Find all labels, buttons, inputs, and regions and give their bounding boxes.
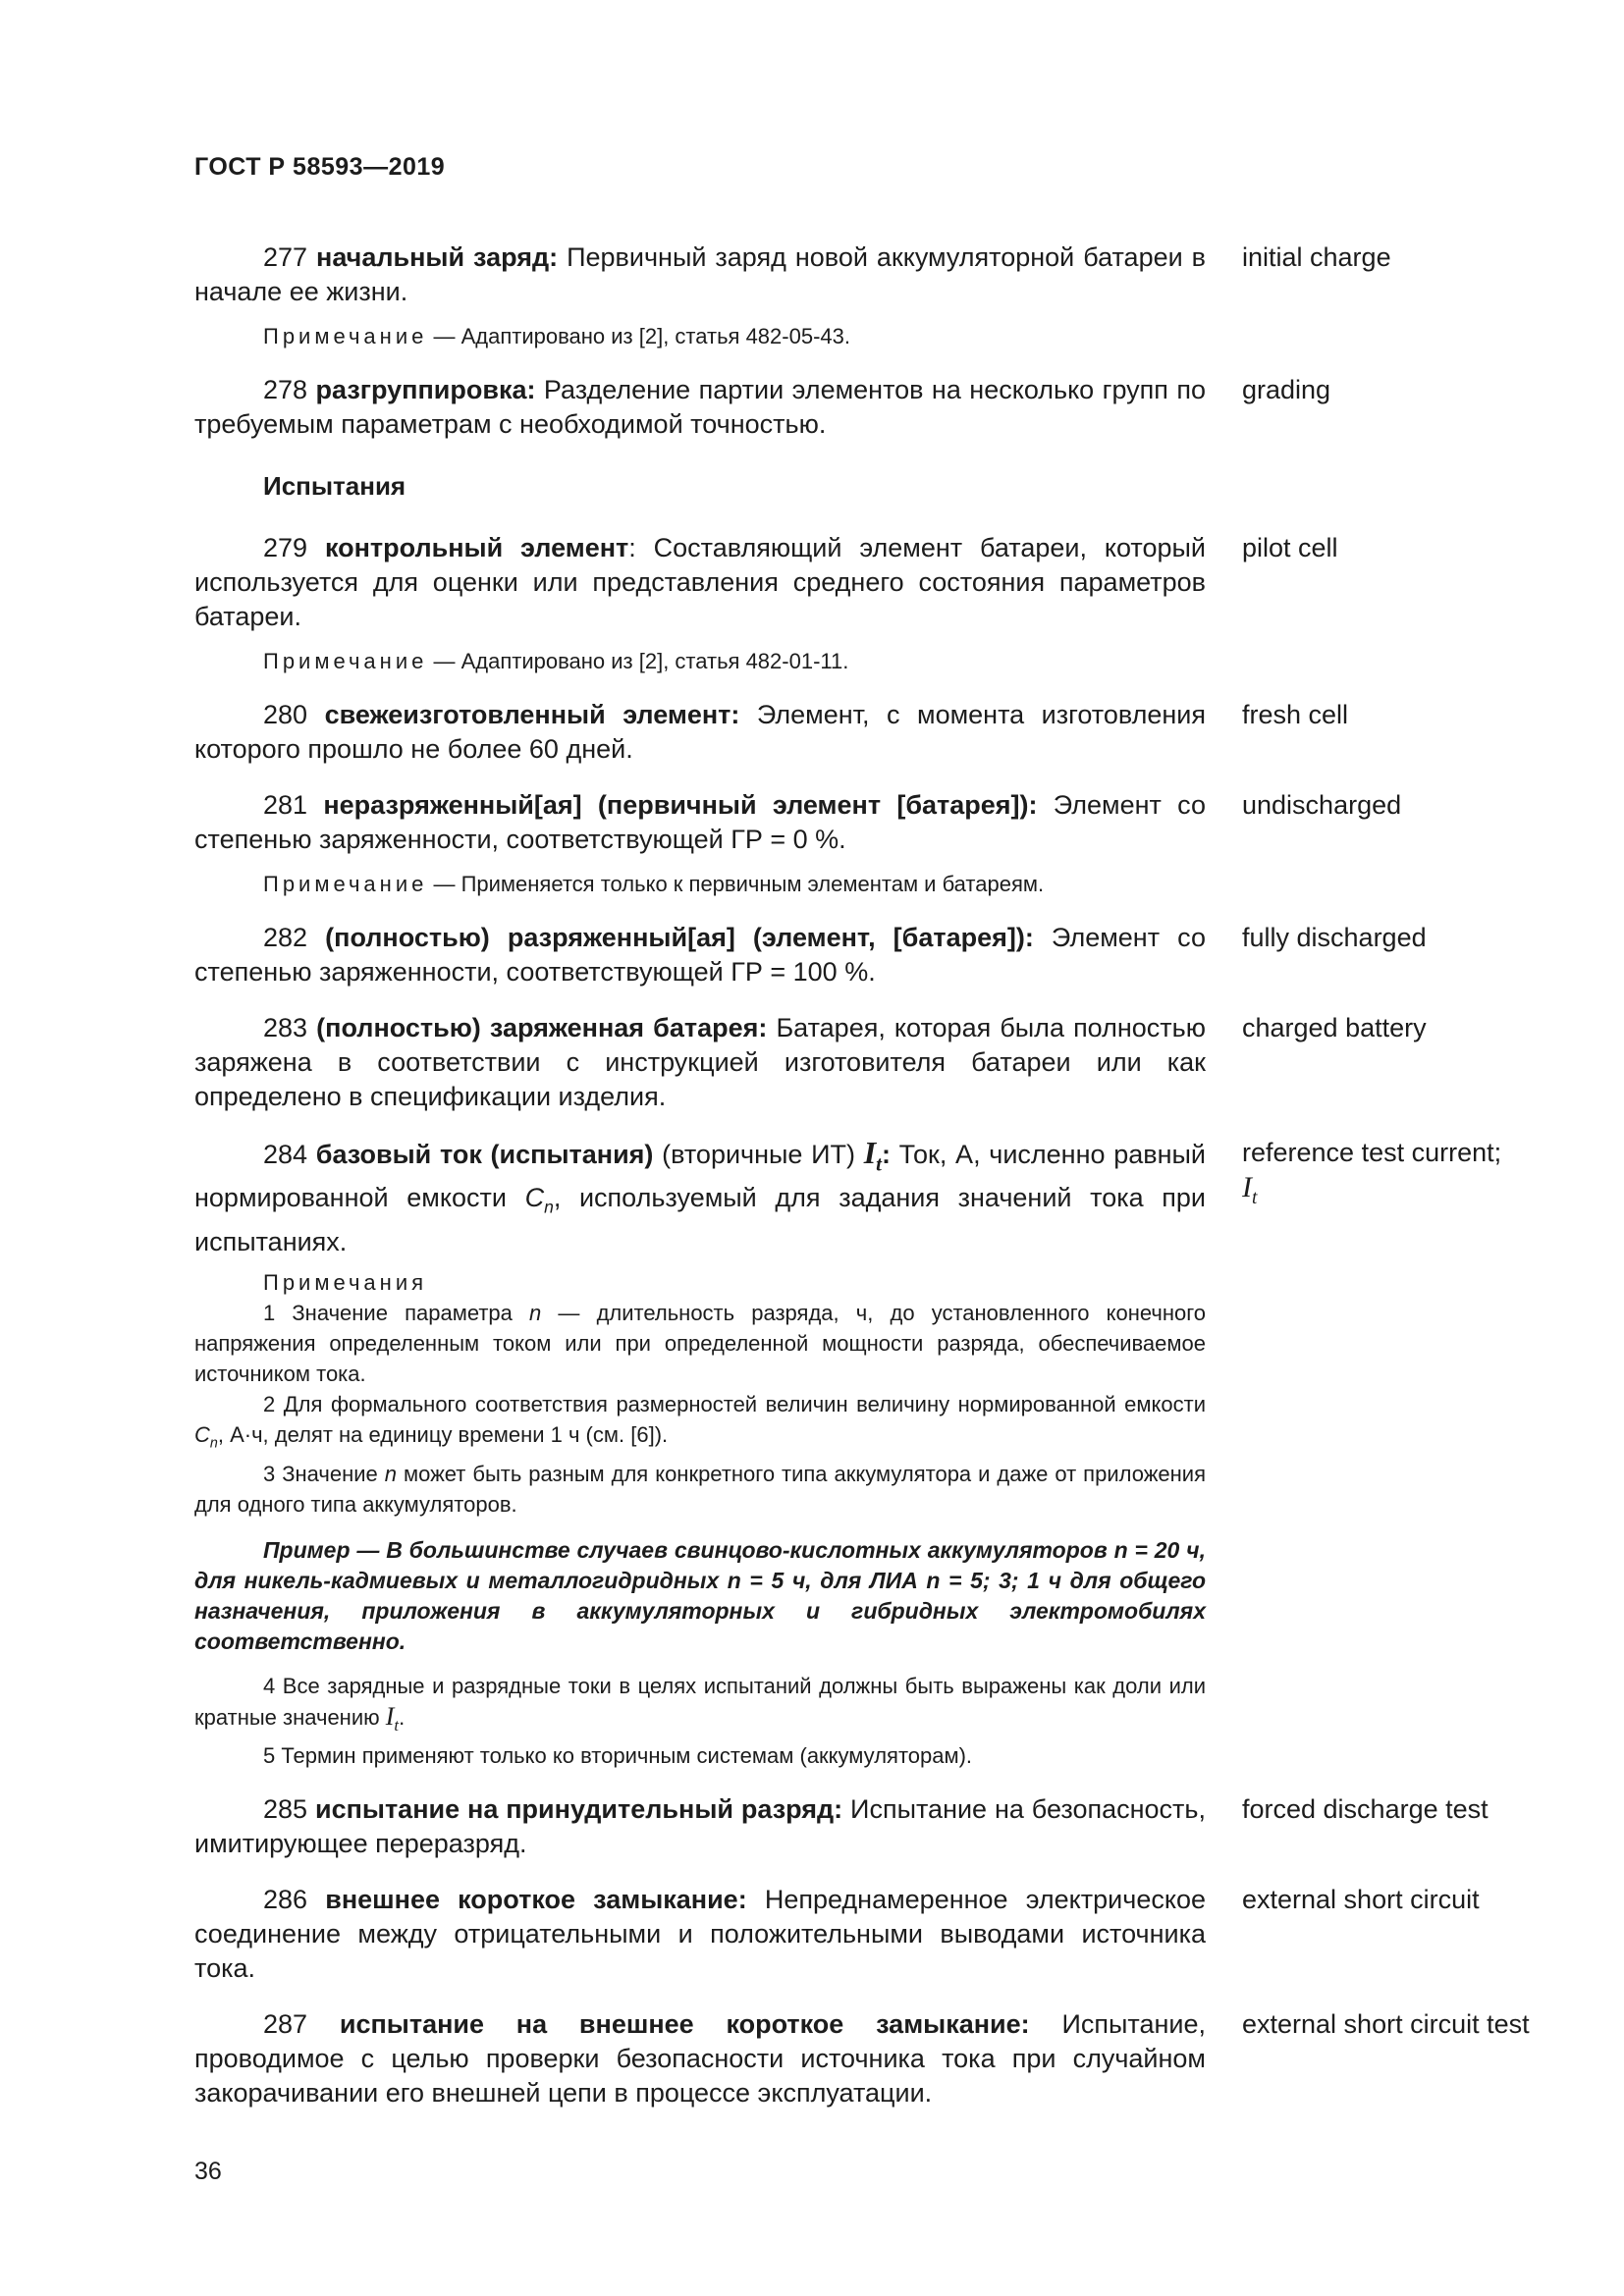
- page-number: 36: [194, 2158, 222, 2185]
- term-entry-281: [194, 788, 1559, 899]
- term-english: fresh cell: [1242, 700, 1349, 729]
- term-entry-284: 284 базовый ток (испытания) (вторичные ИТ) $I_t$: Ток, А, численно равный нормированной емкости $C_n$, используемый для задания значений тока при испытаниях. reference test current; $I_t$ Примечания 1 Значение параметра n — длительность разряда, ч, до установленного конечного напряжения определенным током или при определенной мощности разряда, обеспечиваемое источником тока. 2 Для формального соответствия размерностей величин величину нормированной емкости $C_n$, А·ч, делят на единицу времени 1 ч (см. [6]). 3 Значение n может быть разным для конкретного типа аккумулятора и даже от приложения для одного типа аккумуляторов. Пример — В большинстве случаев свинцово-кислотных аккумуляторов n = 20 ч, для никель-кадмиевых и металлогидридных n = 5 ч, для ЛИА n = 5; 3; 1 ч для общего назначения, приложения в аккумуляторных и гибридных электромобилях соответственно. 4 Все зарядные и разрядные токи в целях испытаний должны быть выражены как доли или кратные значению $I_t$. 5 Термин применяют только ко вторичным системам (аккумуляторам).: [194, 1136, 1559, 1771]
- term-number: 281: [263, 790, 308, 820]
- term-name: разгруппировка:: [315, 375, 536, 404]
- term-entry-287: [194, 2007, 1559, 2110]
- note-item-1: 1 Значение параметра n — длительность разряда, ч, до установленного конечного напряжения определенным током или при определенной мощности разряда, обеспечиваемое источником тока.: [194, 1300, 1206, 1386]
- term-number: 277: [263, 242, 308, 272]
- term-definition: Батарея, которая была полностью заряжена в соответствии с инструкцией изготовителя батареи или как определено в спецификации изделия.: [194, 1013, 1206, 1111]
- term-name: внешнее короткое замыкание:: [325, 1885, 747, 1915]
- term-english: external short circuit test: [1242, 2009, 1530, 2040]
- term-definition: Элемент со степенью заряженности, соответствующей ГР = 0 %.: [194, 790, 1206, 854]
- term-definition: Элемент со степенью заряженности, соответствующей ГР = 100 %.: [194, 923, 1206, 987]
- term-english: initial charge: [1242, 242, 1391, 272]
- note-item-5: 5 Термин применяют только ко вторичным системам (аккумуляторам).: [263, 1743, 973, 1769]
- term-name: начальный заряд:: [316, 242, 559, 272]
- note-item-3: 3 Значение n может быть разным для конкретного типа аккумулятора и даже от приложения для одного типа аккумуляторов.: [194, 1462, 1206, 1518]
- term-name: базовый ток (испытания): [315, 1140, 654, 1169]
- term-definition: Первичный заряд новой аккумуляторной батареи в начале ее жизни.: [194, 242, 1206, 306]
- document-header: ГОСТ Р 58593—2019: [194, 153, 446, 181]
- note-label: Примечание: [263, 324, 428, 348]
- term-english: undischarged: [1242, 790, 1402, 820]
- term-entry-280: [194, 698, 1559, 767]
- term-definition: Разделение партии элементов на несколько групп по требуемым параметрам с необходимой точностью.: [194, 375, 1206, 439]
- terms-list: [194, 240, 1559, 2132]
- term-number: 287: [263, 2009, 308, 2040]
- section-title: Испытания: [263, 471, 406, 501]
- term-number: 283: [263, 1013, 308, 1042]
- symbol-it: $I_t$: [1242, 1171, 1258, 1208]
- term-name: испытание на внешнее короткое замыкание:: [339, 2009, 1030, 2040]
- note-label: Примечание: [263, 649, 428, 673]
- term-english: external short circuit: [1242, 1885, 1480, 1915]
- term-entry-283: [194, 1011, 1559, 1114]
- symbol-it: $I_t$: [863, 1135, 882, 1176]
- note-item-2: 2 Для формального соответствия размерностей величин величину нормированной емкости $C_n$, А·ч, делят на единицу времени 1 ч (см. [6]).: [194, 1391, 1206, 1452]
- term-number: 279: [263, 533, 308, 562]
- term-entry-277: [194, 240, 1559, 351]
- term-number: 286: [263, 1885, 308, 1915]
- term-note: Примечание — Адаптировано из [2], статья 482-01-11.: [263, 649, 849, 673]
- term-english: grading: [1242, 375, 1331, 404]
- term-entry-286: [194, 1883, 1559, 1986]
- term-definition: Ток, А, численно равный нормированной емкости: [194, 1140, 1206, 1213]
- term-note: Примечание — Адаптировано из [2], статья 482-05-43.: [263, 324, 850, 348]
- term-name: свежеизготовленный элемент:: [324, 700, 740, 729]
- term-definition: : Составляющий элемент батареи, который используется для оценки или представления среднего состояния параметров батареи.: [194, 533, 1206, 631]
- term-entry-278: [194, 373, 1559, 442]
- note-label: Примечание: [263, 872, 428, 896]
- term-english: charged battery: [1242, 1013, 1427, 1042]
- term-number: 285: [263, 1794, 308, 1825]
- term-note: Примечание — Применяется только к первичным элементам и батареям.: [263, 872, 1045, 896]
- term-english: fully discharged: [1242, 923, 1427, 952]
- term-number: 280: [263, 700, 308, 729]
- term-name: контрольный элемент: [324, 533, 629, 562]
- term-number: 278: [263, 375, 308, 404]
- term-definition: Испытание, проводимое с целью проверки безопасности источника тока при случайном закорачивании его внешней цепи в процессе эксплуатации.: [194, 2009, 1206, 2109]
- example-text: Пример — В большинстве случаев свинцово-кислотных аккумуляторов n = 20 ч, для никель-кадмиевых и металлогидридных n = 5 ч, для ЛИА n = 5; 3; 1 ч для общего назначения, приложения в аккумуляторных и гибридных электромобилях соответственно.: [194, 1537, 1206, 1655]
- term-english: pilot cell: [1242, 533, 1338, 562]
- term-notes: [194, 1267, 1206, 1772]
- term-definition: Непреднамеренное электрическое соединение между отрицательными и положительными выводами источника тока.: [194, 1885, 1206, 1984]
- term-entry-279: [194, 531, 1559, 676]
- term-entry-282: [194, 921, 1559, 989]
- symbol-cn: $C_n$: [524, 1183, 554, 1217]
- term-english: reference test current; $I_t$: [1242, 1138, 1502, 1208]
- term-number: 282: [263, 923, 308, 952]
- term-name: (полностью) заряженная батарея:: [316, 1013, 768, 1042]
- term-name: неразряженный[ая] (первичный элемент [батарея]):: [323, 790, 1038, 820]
- notes-label: Примечания: [263, 1269, 428, 1295]
- term-definition: Элемент, с момента изготовления которого прошло не более 60 дней.: [194, 700, 1206, 764]
- term-number: 284: [263, 1140, 308, 1169]
- term-entry-285: [194, 1792, 1559, 1861]
- term-qualifier: (вторичные ИТ): [653, 1140, 864, 1169]
- term-name: испытание на принудительный разряд:: [314, 1794, 843, 1825]
- term-name: (полностью) разряженный[ая] (элемент, [батарея]):: [325, 923, 1034, 952]
- term-english: forced discharge test: [1242, 1794, 1489, 1825]
- term-definition: Испытание на безопасность, имитирующее переразряд.: [194, 1794, 1206, 1859]
- note-item-4: 4 Все зарядные и разрядные токи в целях испытаний должны быть выражены как доли или кратные значению $I_t$.: [194, 1674, 1206, 1735]
